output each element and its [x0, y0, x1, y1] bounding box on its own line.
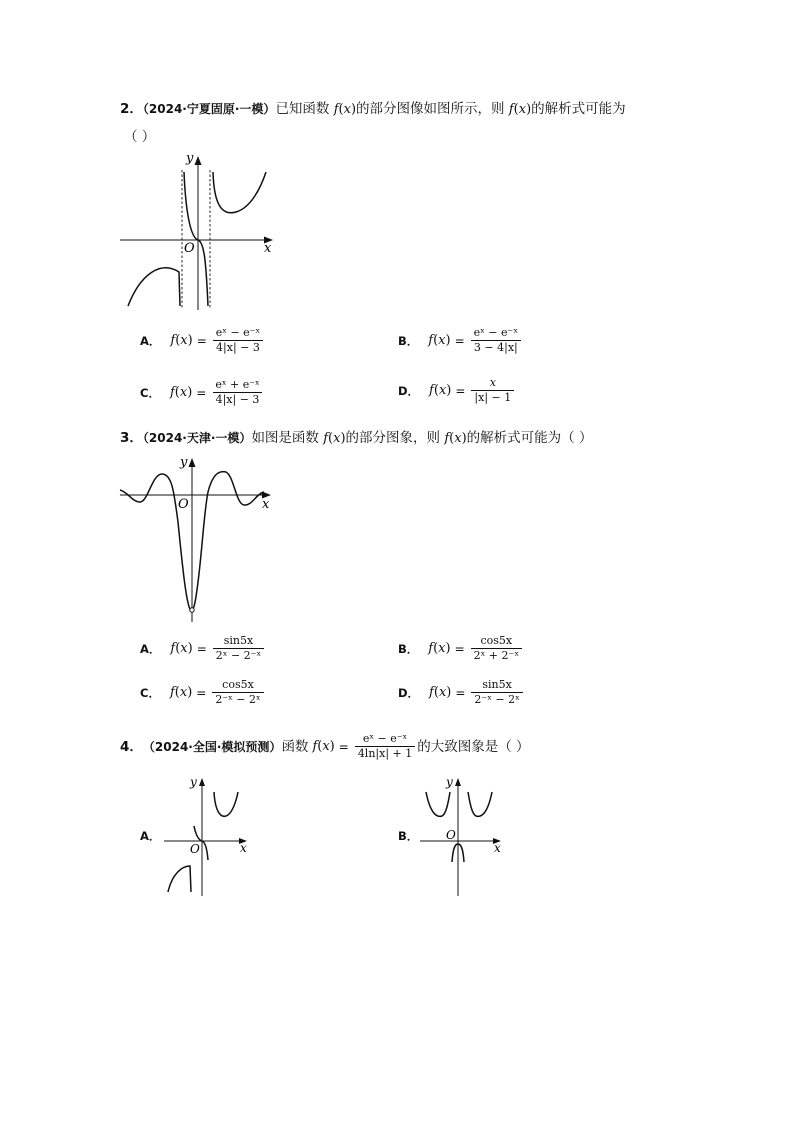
q3-graph — [118, 452, 278, 627]
q2-text-after: 的解析式可能为 — [531, 101, 626, 117]
q4a-y-label: y — [190, 775, 197, 789]
q4b-curve-right — [468, 792, 492, 816]
q2-number: 2． — [120, 101, 143, 117]
q4-option-a-label: A． — [140, 829, 161, 843]
q4a-origin-label: O — [190, 842, 200, 856]
q4-fx: f(x) — [312, 738, 335, 754]
q3-option-b-label: B． — [398, 641, 419, 656]
q3-x-label: x — [262, 497, 270, 512]
q3-fx-2: f(x) — [444, 431, 467, 446]
q3-y-label: y — [180, 455, 188, 470]
q3-option-b-fx: f(x) — [428, 641, 451, 656]
q3-option-d-label: D． — [398, 685, 420, 700]
q4-frac: $\frac{\text{eˣ − e⁻ˣ}}{4\ln|x| + 1}$ — [355, 732, 415, 761]
q2-answer-paren: （ ） — [124, 129, 156, 145]
q2-curve-left — [128, 268, 180, 306]
q2-option-d-fx: f(x) — [429, 383, 452, 398]
q3-option-a-label: A． — [140, 641, 161, 656]
q2-option-b-frac: $\frac{\text{eˣ − e⁻ˣ}}{3 - 4|x|}$ — [471, 326, 521, 355]
q3-option-a-frac: $\frac{\sin 5x}{\text{2ˣ − 2⁻ˣ}}$ — [213, 634, 264, 663]
q3-option-c-frac: $\frac{\cos 5x}{\text{2⁻ˣ − 2ˣ}}$ — [212, 678, 263, 707]
q2-option-c[interactable]: C． f(x) = $\frac{\text{eˣ + e⁻ˣ}}{4|x| - 3}$ — [140, 378, 265, 407]
q3-number: 3． — [120, 430, 143, 446]
q2-option-d-frac: $\frac{x}{|x| - 1}$ — [471, 376, 514, 405]
q3-fx-1: f(x) — [323, 431, 346, 446]
q2-y-arrow — [195, 156, 202, 165]
q2-option-b-label: B． — [398, 333, 419, 348]
q2-origin-label: O — [184, 241, 195, 256]
q3-text-middle: 的部分图象，则 — [345, 430, 441, 446]
q2-y-label: y — [186, 151, 194, 166]
q2-option-d-label: D． — [398, 383, 420, 398]
q2-option-d[interactable]: D． f(x) = $\frac{x}{|x| - 1}$ — [398, 376, 516, 405]
q3-text-before: 如图是函数 — [251, 430, 319, 446]
q2-fx-1: f(x) — [333, 102, 357, 117]
q3-origin-label: O — [178, 497, 189, 512]
q4-text-after: 的大致图象是（ ） — [417, 738, 530, 755]
q4b-y-arrow — [455, 778, 461, 786]
q2-option-c-label: C． — [140, 385, 160, 400]
q2-curve-right — [213, 172, 266, 213]
q3-text-after: 的解析式可能为（ ） — [466, 430, 593, 446]
q2-x-label: x — [264, 241, 272, 256]
q2-option-a-frac: $\frac{\text{eˣ − e⁻ˣ}}{4|x| - 3}$ — [213, 326, 263, 355]
q4a-curve-right — [214, 792, 238, 816]
q2-option-b-fx: f(x) — [428, 333, 451, 348]
q3-option-d-fx: f(x) — [429, 685, 452, 700]
q2-option-a[interactable]: A． f(x) = $\frac{\text{eˣ − e⁻ˣ}}{4|x| - 3}$ — [140, 326, 265, 355]
q3-y-arrow — [189, 458, 196, 467]
q4b-y-label: y — [446, 775, 453, 789]
q2-stem — [120, 100, 626, 119]
q3-option-d-frac: $\frac{\sin 5x}{\text{2⁻ˣ − 2ˣ}}$ — [471, 678, 522, 707]
q3-option-c[interactable]: C． f(x) = $\frac{\cos 5x}{\text{2⁻ˣ − 2ˣ}}$ — [140, 678, 266, 707]
q4-stem: 4． （2024·全国·模拟预测） 函数 f(x) = $\frac{\text{eˣ − e⁻ˣ}}{4\ln|x| + 1}$ 的大致图象是（ ） — [120, 732, 530, 760]
q4-text-before: 函数 — [281, 738, 309, 755]
q2-option-a-label: A． — [140, 333, 161, 348]
q4-option-a-graph[interactable] — [160, 774, 256, 900]
q4b-curve-left — [426, 792, 450, 816]
q4-option-b-label: B． — [398, 829, 419, 843]
q3-option-d[interactable]: D． f(x) = $\frac{\sin 5x}{\text{2⁻ˣ − 2ˣ}}$ — [398, 678, 525, 707]
q2-graph — [118, 150, 278, 312]
q3-option-c-label: C． — [140, 685, 160, 700]
q2-text-before: 已知函数 — [275, 101, 330, 117]
q3-open-point — [190, 608, 194, 612]
q2-option-b[interactable]: B． f(x) = $\frac{\text{eˣ − e⁻ˣ}}{3 - 4|x|}$ — [398, 326, 523, 355]
q2-source: （2024·宁夏固原·一模） — [142, 102, 276, 116]
q3-option-a[interactable]: A． f(x) = $\frac{\sin 5x}{\text{2ˣ − 2⁻ˣ}}$ — [140, 634, 266, 663]
q4b-x-label: x — [494, 841, 501, 855]
q4a-curve-left — [168, 866, 191, 892]
q3-option-a-fx: f(x) — [170, 641, 193, 656]
q2-option-c-frac: $\frac{\text{eˣ + e⁻ˣ}}{4|x| - 3}$ — [212, 378, 262, 407]
q4a-x-label: x — [240, 841, 247, 855]
q4-option-b-graph[interactable] — [416, 774, 512, 900]
q2-text-middle: 的部分图像如图所示，则 — [356, 101, 505, 117]
q2-fx-2: f(x) — [508, 102, 532, 117]
q3-option-c-fx: f(x) — [169, 685, 193, 700]
q3-option-b[interactable]: B． f(x) = $\frac{\cos 5x}{\text{2ˣ + 2⁻ˣ}}$ — [398, 634, 524, 663]
q2-curve-middle — [184, 172, 208, 306]
q4a-y-arrow — [199, 778, 205, 786]
q4-number: 4． — [120, 738, 143, 755]
q3-stem — [120, 429, 592, 448]
q4-source: （2024·全国·模拟预测） — [142, 739, 282, 754]
q2-option-a-fx: f(x) — [170, 333, 193, 348]
q4b-origin-label: O — [446, 828, 456, 842]
q3-option-b-frac: $\frac{\cos 5x}{\text{2ˣ + 2⁻ˣ}}$ — [471, 634, 522, 663]
q3-source: （2024·天津·一模） — [142, 431, 252, 445]
q2-option-c-fx: f(x) — [169, 385, 193, 400]
